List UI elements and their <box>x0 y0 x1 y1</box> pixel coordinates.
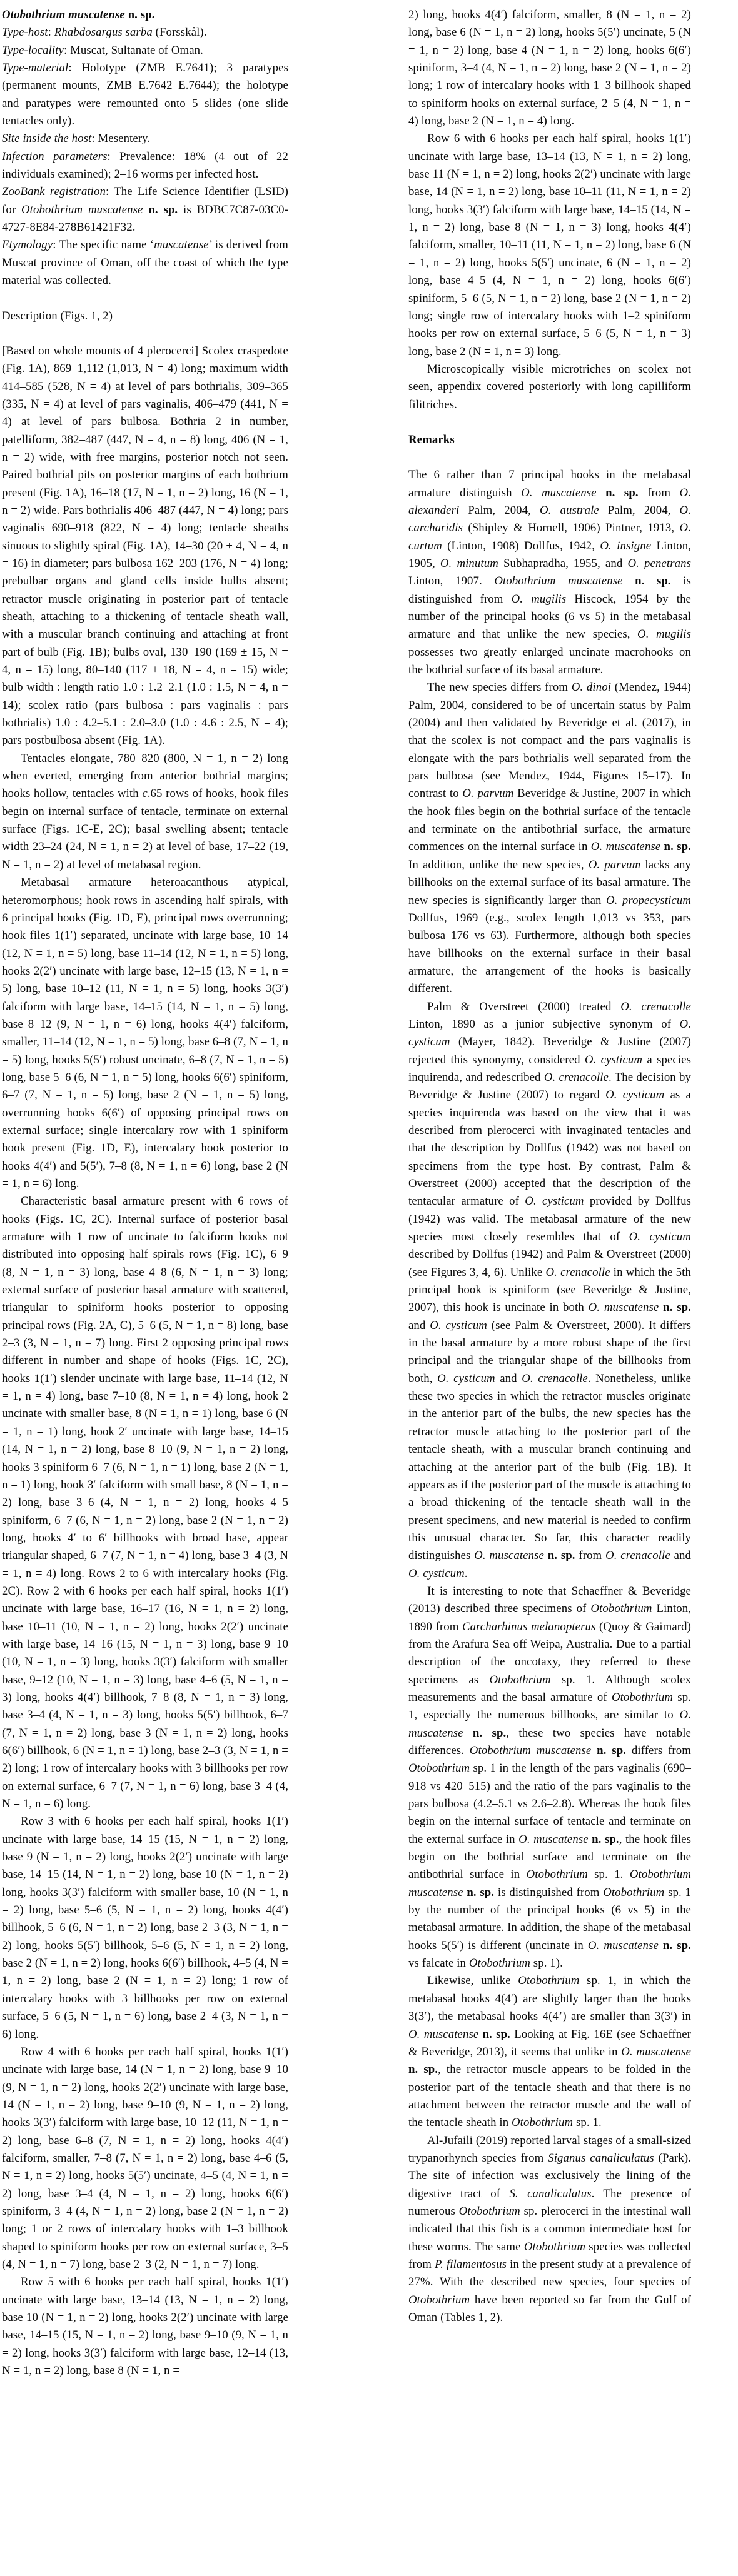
paragraph <box>2 59 288 130</box>
paragraph <box>2 2043 288 2273</box>
species-header <box>2 6 288 24</box>
text-run: O. crenacolle <box>543 1070 609 1084</box>
text-run: provided by Dollfus (1942) was valid. The metabasal armature of the new species most closely resembles that of <box>408 1195 691 1244</box>
text-run: sp. 1. Although scolex measurements and the basal armature of <box>408 1673 691 1704</box>
text-run: : Mesentery. <box>91 132 151 146</box>
text-run: (Linton, 1908) Dollfus, 1942, <box>442 539 600 553</box>
text-run: Description (Figs. 1, 2) <box>2 309 113 323</box>
text-run: is BDBC7C87-03C0-4727-8E84-278B61421F32. <box>2 203 288 234</box>
left-column <box>2 6 288 2380</box>
text-run: O. alexanderi <box>408 486 692 517</box>
text-run: Row 4 with 6 hooks per each half spiral, hooks 1(1′) uncinate with large base, 14 (N = 1, n = 2) long, base 9–10 (9, N = 1, n = 2) long, hooks 2(2′) uncinate with large base, 14 (N = 1, n = 2) long, base 9–10 (9, N = 1, n = 2) long, hooks 3(3′) falciform with large base, 10–12 (11, N = 1, n = 2) long, base 6–8 (7, N = 1, n = 2) long, hooks 4(4′) falciform, smaller, 7–8 (7, N = 1, n = 2) long, base 4–6 (5, N = 1, n = 2) long, hooks 5(5′) uncinate, 4–5 (4, N = 1, n = 2) long, base 3–4 (4, N = 1, n = 2) long, hooks 6(6′) spiniform, 3–4 (4, N = 1, n = 2) long, base 2 (N = 1, n = 2) long; 1 or 2 rows of intercalary hooks with 1–3 billhook shaped to spiniform hooks per row on external surface, 3–5 (4, N = 1, n = 7) long, base 2–3 (2, N = 1, n = 7) long. <box>2 2045 288 2271</box>
text-run: O. muscatense <box>518 1832 589 1846</box>
text-run: , these two species have notable differences. <box>408 1726 691 1757</box>
text-run: lacks any billhooks on the external surface of its basal armature. The new species is significantly larger than <box>408 858 691 907</box>
text-run: n. sp. <box>659 1301 691 1315</box>
text-run: Otobothrium <box>512 2116 574 2130</box>
text-run: O. penetrans <box>627 556 691 570</box>
text-run: 2) long, hooks 4(4′) falciform, smaller, 8 (N = 1, n = 2) long, base 6 (N = 1, n = 2) long, hooks 5(5′) uncinate, 5 (N = 1, n = 2) long, base 4 (N = 1, n = 2) long, hooks 6(6′) spiniform, 3–4 (4, N = 1, n = 2) long, base 2 (N = 1, n = 2) long; 1 row of intercalary hooks with 1–3 billhook shaped to spiniform hooks on external surface, 2–5 (4, N = 1, n = 4) long, base 2 (N = 1, n = 4) long. <box>408 8 691 128</box>
paragraph <box>2 42 288 59</box>
text-run: n. sp. <box>588 1832 619 1846</box>
text-run: c <box>142 787 148 801</box>
paragraph <box>2 24 288 41</box>
text-run: O. parvum <box>588 858 641 871</box>
text-run: O. muscatense <box>408 2027 479 2041</box>
text-run: Otobothrium <box>590 1602 652 1616</box>
text-run: O. cysticum <box>629 1230 691 1244</box>
text-run: as a species inquirenda was based on the view that it was described from plerocerci with invaginated tentacles and that the description by Dollfus (1942) was not based on specimens from the type host. By contrast, Palm & Overstreet (2000) accepted that the description of the tentacular armature of <box>408 1088 691 1208</box>
text-run: Linton, 1890 as a junior subjective synonym of <box>408 1017 680 1031</box>
text-run: Otobothrium <box>489 1673 551 1686</box>
text-run: O. mugilis <box>511 592 567 606</box>
text-run: Etymology <box>2 238 53 252</box>
text-run: Otobothrium muscatense <box>469 1744 592 1757</box>
text-run: O. muscatense <box>474 1549 544 1563</box>
text-run: Microscopically visible microtriches on scolex not seen, appendix covered posteriorly with long capilliform filitriches. <box>408 362 691 411</box>
text-run: n. sp. <box>463 1885 495 1899</box>
text-run: [Based on whole mounts of 4 plerocerci] Scolex craspedote (Fig. 1A), 869–1,112 (1,013, N = 4) long; maximum width 414–585 (528, N = 4) at level of pars bothrialis, 309–365 (335, N = 4) at level of pars vaginalis, 406–479 (441, N = 4) at level of pars bulbosa. Bothria 2 in number, patelliform, 382–487 (447, N = 4, n = 8) long, 406 (N = 1, n = 2) wide, with free margins, posterior notch not seen. Paired bothrial pits on posterior margins of each bothrium present (Fig. 1A), 16–18 (17, N = 1, n = 2) long, 16 (N = 1, n = 2) wide. Pars bothrialis 406–487 (447, N = 4) long; pars vaginalis 690–918 (822, N = 4) long; tentacle sheaths sinuous to slightly spiral (Fig. 1A), 14–30 (20 ± 4, N = 4, n = 16) in diameter; pars bulbosa 162–203 (176, N = 4) long; prebulbar organs and gland cells inside bulbs absent; retractor muscle originating in posterior part of tentacle sheath, attaching to a thickening of tentacle sheath wall, with a muscular branch continuing and attaching at front part of bulb (Fig. 1B); bulbs oval, 130–190 (169 ± 15, N = 4, n = 15) long, 80–140 (117 ± 18, N = 4, n = 15) wide; bulb width : length ratio 1.0 : 1.2–2.1 (1.0 : 1.5, N = 4, n = 14); scolex ratio (pars bulbosa : pars vaginalis : pars bothrialis) 1.0 : 4.2–5.1 : 2.0–3.0 (1.0 : 4.6 : 2.5, N = 4); pars postbulbosa absent (Fig. 1A). <box>2 344 288 748</box>
text-run: : The Life Science Identifier (LSID) for <box>2 185 288 216</box>
text-run: Row 6 with 6 hooks per each half spiral, hooks 1(1′) uncinate with large base, 13–14 (13, N = 1, n = 2) long, base 11 (N = 1, n = 2) long, hooks 2(2′) uncinate with large base, 14 (N = 1, n = 2) long, base 10–11 (11, N = 1, n = 2) long, hooks 3(3′) falciform with large base, 14–15 (14, N = 1, n = 2) long, base 8 (N = 1, n = 3) long, hooks 4(4′) falciform, smaller, 10–11 (11, N = 1, n = 2) long, base 6 (N = 1, n = 2) long, hooks 5(5′) uncinate, 6 (N = 1, n = 2) long, base 4–5 (4, N = 1, n = 2) long, hooks 6(6′) spiniform, 5–6 (5, N = 1, n = 2) long, base 2 (N = 1, n = 2) long; single row of intercalary hooks with 1–2 spiniform hooks per row on external surface, 5–6 (5, N = 1, n = 3) long, base 2 (N = 1, n = 3) long. <box>408 132 691 358</box>
text-run: Remarks <box>408 433 455 446</box>
text-run: Metabasal armature heteroacanthous atypical, heteromorphous; hook rows in ascending half spirals, with 6 principal hooks (Fig. 1D, E), principal rows overrunning; hook files 1(1′) separated, uncinate with large base, 10–14 (12, N = 1, n = 5) long, base 11–14 (12, N = 1, n = 5) long, hooks 2(2′) uncinate with large base, 12–15 (13, N = 1, n = 5) long, base 10–12 (11, N = 1, n = 5) long, hooks 3(3′) falciform with large base, 14–15 (14, N = 1, n = 5) long, base 8–12 (9, N = 1, n = 6) long, hooks 4(4′) falciform, smaller, 11–14 (12, N = 1, n = 5) long, base 6–8 (7, N = 1, n = 5) long, hooks 5(5′) robust uncinate, 6–8 (7, N = 1, n = 5) long, base 5–6 (6, N = 1, n = 5) long, hooks 6(6′) spiniform, 6–7 (7, N = 1, n = 5) long, base 2 (N = 1, n = 5) long, overrunning hooks 6(6′) of opposing principal rows on external surface; single intercalary row with 1 spiniform hook present (Fig. 1D, E), intercalary hook posterior to hooks 4(4′) and 5(5′), 7–8 (8, N = 1, n = 6) long, base 2 (N = 1, n = 6) long. <box>2 876 288 1190</box>
text-run: n. sp. <box>596 486 639 499</box>
text-run: and <box>670 1549 692 1563</box>
text-run: Subhapradha, 1955, and <box>498 556 628 570</box>
text-run: . The presence of numerous <box>408 2187 691 2218</box>
text-run: Otobothrium muscatense <box>2 8 125 21</box>
text-run: O. muscatense <box>521 486 597 499</box>
text-run: from <box>638 486 680 499</box>
text-run: Otobothrium <box>523 2240 585 2253</box>
paragraph <box>2 130 288 148</box>
text-run: described by Dollfus (1942) and Palm & Overstreet (2000) (see Figures 3, 4, 6). Unlike <box>408 1248 691 1279</box>
text-run: O. muscatense <box>621 2045 691 2058</box>
text-run: The new species differs from <box>427 681 572 694</box>
text-run: sp. 1, in which the metabasal hooks 4(4′) are slightly larger than the hooks 3(3′), the metabasal hooks 4(4’) are smaller than 3(3′) in <box>408 1974 691 2023</box>
text-run: n. sp. <box>658 1938 691 1952</box>
text-run: O. cysticum <box>408 1017 691 1049</box>
text-run: .65 rows of hooks, hook files begin on internal surface of tentacle, terminate on external surface (Figs. 1C-E, 2C); basal swelling absent; tentacle width 23–24 (24, N = 1, n = 2) at level of base, 17–22 (19, N = 1, n = 2) at level of metabasal region. <box>2 787 288 871</box>
text-run: O. cysticum <box>525 1195 584 1208</box>
text-run: in which the 5th principal hook is spiniform (see Beveridge & Justine, 2007), this hook is uncinate in both <box>408 1265 691 1315</box>
text-run: O. cysticum <box>408 1566 465 1580</box>
text-run: have been reported so far from the Gulf of Oman (Tables 1, 2). <box>408 2293 691 2324</box>
text-run: Linton, 1905, <box>408 539 691 570</box>
paragraph <box>2 148 288 184</box>
text-run: n. sp. <box>660 840 692 854</box>
text-run: Otobothrium muscatense <box>408 1868 691 1899</box>
text-run: and <box>495 1371 522 1385</box>
text-run: Beveridge & Justine, 2007 in which the hook files begin on the bothrial surface of the tentacle and terminate on the antibothrial surface, the armature commences on the internal surface in <box>408 787 691 854</box>
text-run: possesses two greatly enlarged uncinate macrohooks on the bothrial surface of its basal armature. <box>408 645 691 677</box>
text-run: : Muscat, Sultanate of Oman. <box>64 43 203 57</box>
section-heading <box>408 431 691 449</box>
text-run: Otobothrium <box>468 1957 530 1970</box>
text-run: Tentacles elongate, 780–820 (800, N = 1, n = 2) long when everted, emerging from anterior bothrial margins; hooks hollow, tentacles with <box>2 751 288 801</box>
text-run: O. propecysticum <box>605 893 691 907</box>
text-run: Characteristic basal armature present with 6 rows of hooks (Figs. 1C, 2C). Internal surface of posterior basal armature with 1 row of uncinate to falciform hooks not distributed into opposing half spirals rows (Fig. 1C), 6–9 (8, N = 1, n = 3) long, base 4–8 (6, N = 1, n = 3) long; external surface of posterior basal armature with scattered, triangular to spiniform hooks posterior to opposing principal rows (Fig. 2A, C), 5–6 (5, N = 1, n = 8) long, base 2–3 (3, N = 1, n = 7) long. First 2 opposing principal rows different in number and shape of hooks (Figs. 1C, 2C), hooks 1(1′) slender uncinate with large base, 11–14 (12, N = 1, n = 4) long, base 7–10 (8, N = 1, n = 4) long, hook 2 uncinate with smaller base, 8 (N = 1, n = 1) long, base 6 (N = 1, n = 1) long, hook 2′ uncinate with large base, 14–15 (14, N = 1, n = 2) long, base 8–10 (9, N = 1, n = 2) long, hooks 3 spiniform 6–7 (6, N = 1, n = 1) long, base 2 (N = 1, n = 1) long, hook 3′ falciform with small base, 8 (N = 1, n = 2) long, base 3–6 (4, N = 1, n = 2) long, hooks 4–5 spiniform, 6–7 (6, N = 1, n = 2) long, base 2 (N = 1, n = 2) long, hooks 4′ to 6′ billhooks with broad base, appear triangular shaped, 6–7 (7, N = 1, n = 4) long, base 3–4 (3, N = 1, n = 4) long. Rows 2 to 6 with intercalary hooks (Fig. 2C). Row 2 with 6 hooks per each half spiral, hooks 1(1′) uncinate with large base, 16–17 (16, N = 1, n = 2) long, base 10–11 (10, N = 1, n = 2) long, hooks 2(2′) uncinate with large base, 14–16 (15, N = 1, n = 3) long, base 9–10 (10, N = 1, n = 3) long, hooks 3(3′) falciform with smaller base, 9–12 (10, N = 1, n = 3) long, base 4–6 (5, N = 1, n = 3) long, hooks 4(4′) billhook, 7–8 (8, N = 1, n = 3) long, base 3–4 (4, N = 1, n = 3) long, hooks 5(5′) billhook, 6–7 (7, N = 1, n = 2) long, base 3 (N = 1, n = 2) long, hooks 6(6′) billhook, 6 (N = 1, n = 1) long, base 2–3 (3, N = 1, n = 2) long; 1 row of intercalary hooks with 3 billhooks per row on external surface, 6–7 (7, N = 1, n = 6) long, base 3–4 (4, N = 1, n = 6) long. <box>2 1195 288 1811</box>
paragraph <box>408 2132 691 2327</box>
text-run: is distinguished from <box>494 1885 604 1899</box>
text-run: sp. 1. <box>573 2116 602 2130</box>
paragraph <box>2 236 288 289</box>
paragraph <box>2 1193 288 1813</box>
text-run: Otobothrium <box>526 1868 588 1882</box>
paragraph <box>2 750 288 874</box>
text-run: ’ is derived from Muscat province of Oman, off the coast of which the type material was collected. <box>2 238 288 288</box>
text-run: Likewise, unlike <box>427 1974 518 1988</box>
text-run: (Shipley & Hornell, 1906) Pintner, 1913, <box>463 521 680 535</box>
text-run: Linton, 1907. <box>408 574 495 588</box>
paragraph <box>408 998 691 1583</box>
paragraph <box>2 874 288 1193</box>
text-run: is distinguished from <box>408 574 691 606</box>
text-run: O. parvum <box>462 787 514 801</box>
paragraph <box>408 6 691 130</box>
paragraph <box>408 130 691 360</box>
text-run: sp. 1 by the number of the principal hooks (6 vs 5) in the metabasal armature. In addition, the shape of the metabasal hooks 5(5′) is different (uncinate in <box>408 1885 691 1952</box>
text-run: from <box>575 1549 606 1563</box>
text-run: (Forsskål). <box>152 26 207 39</box>
paragraph <box>2 343 288 750</box>
text-run: a species inquirenda, and redescribed <box>408 1053 692 1084</box>
paragraph <box>2 1813 288 2043</box>
text-run: : Holotype (ZMB E.7641); 3 paratypes (permanent mounts, ZMB E.7642–E.7644); the holotype and paratypes were remounted onto 5 slides (one slide tentacles only). <box>2 61 288 128</box>
text-run: O. cysticum <box>605 1088 665 1102</box>
text-run: , the retractor muscle appears to be folded in the posterior part of the tentacle sheath and that there is no attachment between the retractor muscle and the wall of the tentacle sheath in <box>408 2063 691 2130</box>
text-run: differs from <box>626 1744 691 1757</box>
paragraph <box>2 183 288 236</box>
text-run: and <box>408 1318 430 1332</box>
text-run: Otobothrium <box>518 1974 580 1988</box>
text-run: (Mendez, 1944) Palm, 2004, considered to be of uncertain status by Palm (2004) and then validated by Beveridge et al. (2017), in that the scolex is not compact and the pars vaginalis is elongate with the pars bothrialis well separated from the pars bulbosa (see Mendez, 1944, Figures 15–17). In contrast to <box>408 681 691 801</box>
text-run: Looking at Fig. 16E (see Schaeffner & Beveridge, 2013), it seems that unlike in <box>408 2027 691 2058</box>
text-run: . The decision by Beveridge & Justine (2007) to regard <box>408 1070 691 1102</box>
right-column <box>408 6 691 2327</box>
text-run: sp. 1). <box>530 1957 563 1970</box>
text-run: Palm, 2004, <box>459 503 540 517</box>
text-run: O. insigne <box>600 539 652 553</box>
text-run: O. muscatense <box>588 1301 659 1315</box>
text-run: Palm & Overstreet (2000) treated <box>427 1000 621 1013</box>
text-run: O. muscatense <box>590 840 661 854</box>
text-run: Linton, 1890 from <box>408 1602 691 1633</box>
text-run: n. sp. <box>478 2027 510 2041</box>
text-run: O. cysticum <box>430 1318 487 1332</box>
text-run: P. filamentosus <box>434 2257 507 2271</box>
text-run: O. muscatense <box>408 1708 691 1740</box>
text-run: It is interesting to note that Schaeffner & Beveridge (2013) described three specimens of <box>408 1584 691 1616</box>
paragraph <box>408 1583 691 1973</box>
text-run: O. crenacolle <box>620 1000 691 1013</box>
text-run: Otobothrium muscatense <box>21 203 143 216</box>
text-run: (Mayer, 1842). Beveridge & Justine (2007) rejected this synonymy, considered <box>408 1035 691 1066</box>
text-run: sp. 1 in the length of the pars vaginalis (690–918 vs 420–515) and the ratio of the pars vaginalis to the pars bulbosa (4.2–5.1 vs 2.6–2.8). Whereas the hook files begin on the internal surface of tentacle and terminate on the external surface in <box>408 1762 691 1846</box>
text-run: S. canaliculatus <box>509 2187 592 2200</box>
paragraph <box>408 361 691 414</box>
text-run: vs falcate in <box>408 1957 469 1970</box>
text-run: (Park). The site of infection was exclusively the lining of the digestive tract of <box>408 2151 691 2200</box>
text-run: Otobothrium <box>611 1690 674 1704</box>
text-run: : The specific name ‘ <box>53 238 154 252</box>
text-run: n. sp. <box>591 1744 627 1757</box>
text-run: : Prevalence: 18% (4 out of 22 individuals examined); 2–16 worms per infected host. <box>2 149 289 181</box>
text-run: Infection parameters <box>2 149 108 163</box>
text-run: O. crenacolle <box>522 1371 588 1385</box>
text-run: Row 3 with 6 hooks per each half spiral, hooks 1(1′) uncinate with large base, 14–15 (15, N = 1, n = 2) long, base 9 (N = 1, n = 2) long, hooks 2(2′) uncinate with large base, 14–15 (14, N = 1, n = 2) long, base 10 (N = 1, n = 2) long, hooks 3(3′) falciform with smaller base, 10 (N = 1, n = 2) long, base 5–6 (5, N = 1, n = 2) long, hooks 4(4′) billhook, 5–6 (6, N = 1, n = 2) long, base 2–3 (3, N = 1, n = 2) long, hooks 5(5′) billhook, 5–6 (5, N = 1, n = 2) long, base 2 (N = 1, n = 2) long, hooks 6(6′) billhook, 4–5 (4, N = 1, n = 2) long, base 2 (N = 1, n = 2) long; 1 row of intercalary hooks with 3 billhooks per row on external surface, 5–6 (5, N = 1, n = 6) long, base 2–4 (3, N = 1, n = 6) long. <box>2 1815 288 2041</box>
text-run: O. cysticum <box>584 1053 643 1066</box>
text-run: O. muscatense <box>587 1938 659 1952</box>
text-run: The 6 rather than 7 principal hooks in the metabasal armature distinguish <box>408 468 691 499</box>
text-run: n. sp. <box>143 203 178 216</box>
paragraph <box>408 466 691 679</box>
text-run: Site inside the host <box>2 132 92 146</box>
text-run: Rhabdosargus sarba <box>54 26 153 39</box>
text-run: Otobothrium muscatense <box>494 574 623 588</box>
text-run: Otobothrium <box>408 1762 470 1775</box>
text-run: (Quoy & Gaimard) from the Arafura Sea off Weipa, Australia. Due to a partial description of the oncotaxy, they referred to these specimens as <box>408 1620 691 1686</box>
text-run: Siganus canaliculatus <box>548 2151 654 2165</box>
text-run: muscatense <box>154 238 209 252</box>
text-run: Otobothrium <box>603 1885 665 1899</box>
text-run: n. sp. <box>622 574 671 588</box>
text-run: O. crenacolle <box>545 1265 610 1279</box>
text-run: n. sp. <box>463 1726 507 1740</box>
text-run: n. sp. <box>543 1549 575 1563</box>
text-run: O. minutum <box>440 556 498 570</box>
text-run: n. sp. <box>408 2063 438 2077</box>
text-run: Dollfus, 1969 (e.g., scolex length 1,013 vs 353, pars bulbosa 176 vs 63). Furthermore, although both species have billhooks on the external surface in their basal armature, the arrangement of the hooks is basically different. <box>408 911 691 996</box>
text-run: . <box>464 1566 468 1580</box>
paragraph <box>408 679 691 998</box>
paragraph <box>2 2273 288 2380</box>
text-run: Type-material <box>2 61 69 75</box>
section-heading <box>2 308 288 325</box>
text-run: In addition, unlike the new species, <box>408 858 589 871</box>
text-run: sp. plerocerci in the intestinal wall indicated that this fish is a common intermediate host for these worms. The same <box>408 2204 691 2253</box>
paragraph <box>408 1972 691 2132</box>
text-run: : <box>48 26 54 39</box>
text-run: Palm, 2004, <box>599 503 680 517</box>
text-run: O. australe <box>540 503 599 517</box>
text-run: in the present study at a prevalence of 27%. With the described new species, four species of <box>408 2257 691 2289</box>
text-run: O. cysticum <box>437 1371 495 1385</box>
text-run: O. curtum <box>408 521 691 553</box>
text-run: O. dinoi <box>571 681 612 694</box>
text-run: Otobothrium <box>408 2293 470 2307</box>
text-run: Al-Jufaili (2019) reported larval stages of a small-sized trypanorhynch species from <box>408 2133 691 2165</box>
text-run: n. sp. <box>124 8 155 21</box>
text-run: . Nonetheless, unlike these two species in which the retractor muscles originate in the anterior part of the bulbs, the new species has the retractor muscle attaching to the posterior part of the tentacle sheath, with a muscular branch continuing and attaching at the anterior part of the bulb (Fig. 1B). It appears as if the posterior part of the muscle is attaching to a broad thickening of the tentacle sheath wall in the present specimens, and new material is needed to confirm this unusual character. So far, this character readily distinguishes <box>408 1371 691 1563</box>
text-run: Otobothrium <box>458 2204 520 2218</box>
text-run: sp. 1. <box>587 1868 630 1882</box>
text-run: Row 5 with 6 hooks per each half spiral, hooks 1(1′) uncinate with large base, 13–14 (13, N = 1, n = 2) long, base 10 (N = 1, n = 2) long, hooks 2(2′) uncinate with large base, 14–15 (15, N = 1, n = 2) long, base 9–10 (9, N = 1, n = 2) long, hooks 3(3′) falciform with large base, 12–14 (13, N = 1, n = 2) long, base 8 (N = 1, n = <box>2 2275 288 2378</box>
text-run: O. crenacolle <box>605 1549 670 1563</box>
text-run: , the hook files begin on the bothrial surface and terminate on the antibothrial surface in <box>408 1832 691 1882</box>
text-run: (see Palm & Overstreet, 2000). It differs in the basal armature by a more robust shape of the first principal and the triangular shape of the billhooks from both, <box>408 1318 692 1385</box>
text-run: Carcharhinus melanopterus <box>462 1620 596 1633</box>
text-run: species was collected from <box>408 2240 692 2271</box>
text-run: ZooBank registration <box>2 185 106 199</box>
text-run: Type-locality <box>2 43 64 57</box>
text-run: O. carcharidis <box>408 503 691 535</box>
text-run: O. mugilis <box>637 628 691 641</box>
text-run: sp. 1, especially the numerous billhooks, are similar to <box>408 1690 691 1722</box>
text-run: Type-host <box>2 26 48 39</box>
text-run: Hiscock, 1954 by the number of the principal hooks (6 vs 5) in the metabasal armature and that unlike the new species, <box>408 592 691 641</box>
